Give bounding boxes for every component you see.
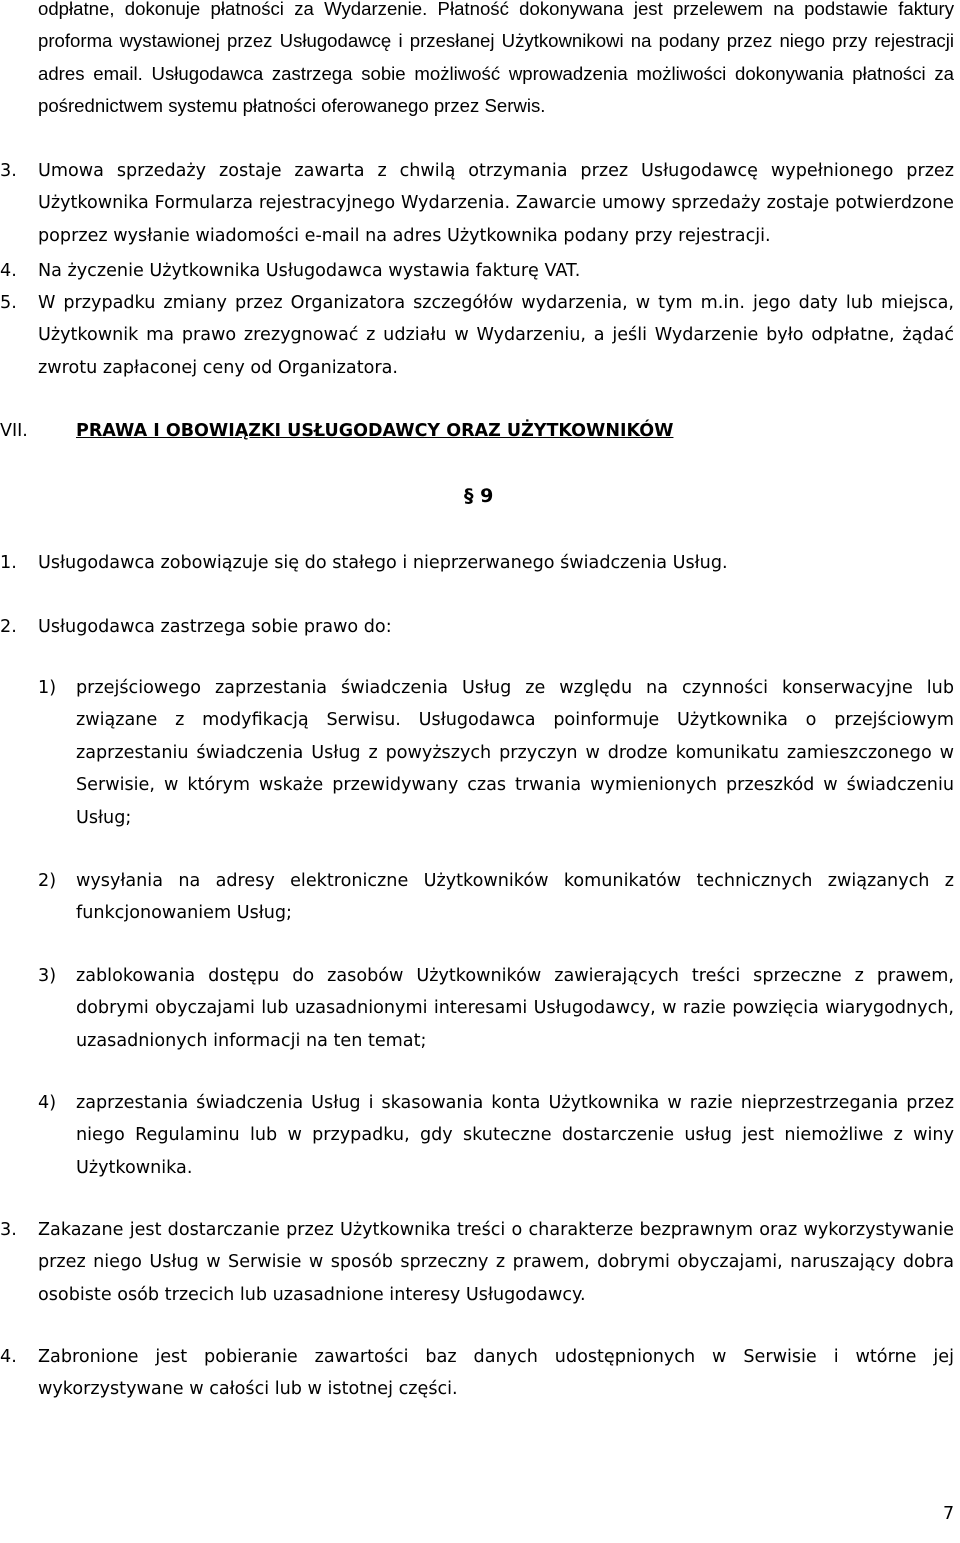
sub-item-number: 4) — [38, 1093, 57, 1113]
continuation-paragraph: odpłatne, dokonuje płatności za Wydarzenie. Płatność dokonywana jest przelewem na podstawie faktury proforma wystawionej przez Usługodawcę i przesłanej Użytkownikowi na podany przez niego przy rejestracji adres email. Usługodawca zastrzega sobie możliwość wprowadzenia możliwości dokonywania płatności za pośrednictwem systemu płatności oferowanego przez Serwis. — [38, 0, 954, 117]
list-item — [0, 1341, 954, 1407]
item-text: Usługodawca zobowiązuje się do stałego i nieprzerwanego świadczenia Usług. — [38, 553, 728, 573]
item-text: Umowa sprzedaży zostaje zawarta z chwilą otrzymania przez Usługodawcę wypełnionego przez Użytkownika Formularza rejestracyjnego Wydarzenia. Zawarcie umowy sprzedaży zostaje potwierdzone poprzez wysłanie wiadomości e-mail na adres Użytkownika podany przy rejestracji. — [38, 161, 954, 246]
item-text: Usługodawca zastrzega sobie prawo do: — [38, 617, 392, 637]
item-number: 2. — [0, 617, 17, 637]
sub-item-text: zablokowania dostępu do zasobów Użytkowników zawierających treści sprzeczne z prawem, dobrymi obyczajami lub uzasadnionymi interesami Usługodawcy, w razie powzięcia wiarygodnych, uzasadnionych informacji na ten temat; — [76, 966, 954, 1051]
list-item — [0, 155, 954, 246]
item-text: Zabronione jest pobieranie zawartości baz danych udostępnionych w Serwisie i wtórne jej wykorzystywane w całości lub w istotnej części. — [38, 1347, 954, 1400]
sub-list-item — [38, 865, 954, 931]
list-item — [0, 547, 954, 581]
sub-list-item — [38, 960, 954, 1060]
sub-item-number: 3) — [38, 966, 57, 986]
sub-list-item — [38, 1087, 954, 1187]
sub-list-item — [38, 672, 954, 838]
sub-item-number: 2) — [38, 871, 57, 891]
item-number: 4. — [0, 261, 17, 281]
item-number: 1. — [0, 553, 17, 573]
item-number: 3. — [0, 161, 17, 181]
sub-item-text: przejściowego zaprzestania świadczenia Usług ze względu na czynności konserwacyjne lub związane z modyfikacją Serwisu. Usługodawca poinformuje Użytkownika o przejściowym zaprzestaniu świadczenia Usług z powyższych przyczyn w drodze komunikatu zamieszczonego w Serwisie, w którym wskaże przewidywany czas trwania wymienionych przeszkód w świadczeniu Usług; — [76, 678, 954, 828]
paragraph-symbol: § 9 — [464, 485, 494, 507]
sub-item-text: wysyłania na adresy elektroniczne Użytkowników komunikatów technicznych związanych z funkcjonowaniem Usług; — [76, 871, 954, 924]
item-text: Zakazane jest dostarczanie przez Użytkownika treści o charakterze bezprawnym oraz wykorzystywanie przez niego Usług w Serwisie w sposób sprzeczny z prawem, dobrymi obyczajami, naruszający dobra osobiste osób trzecich lub uzasadnione interesy Usługodawcy. — [38, 1220, 954, 1305]
item-text: W przypadku zmiany przez Organizatora szczegółów wydarzenia, w tym m.in. jego daty lub miejsca, Użytkownik ma prawo zrezygnować z udziału w Wydarzeniu, a jeśli Wydarzenie było odpłatne, żądać zwrotu zapłaconej ceny od Organizatora. — [38, 293, 954, 378]
item-text: Na życzenie Użytkownika Usługodawca wystawia fakturę VAT. — [38, 261, 581, 281]
section-title: PRAWA I OBOWIĄZKI USŁUGODAWCY ORAZ UŻYTKOWNIKÓW — [76, 421, 674, 441]
page-number: 7 — [943, 1504, 955, 1524]
item-number: 4. — [0, 1347, 17, 1367]
list-item — [0, 611, 954, 645]
list-item — [0, 1214, 954, 1314]
list-item — [0, 287, 954, 387]
item-number: 5. — [0, 293, 17, 313]
item-number: 3. — [0, 1220, 17, 1240]
list-item — [0, 255, 954, 289]
sub-item-number: 1) — [38, 678, 57, 698]
sub-item-text: zaprzestania świadczenia Usług i skasowania konta Użytkownika w razie nieprzestrzegania przez niego Regulaminu lub w przypadku, gdy skuteczne dostarczenie usług jest niemożliwe z winy Użytkownika. — [76, 1093, 954, 1178]
section-number: VII. — [0, 421, 28, 441]
